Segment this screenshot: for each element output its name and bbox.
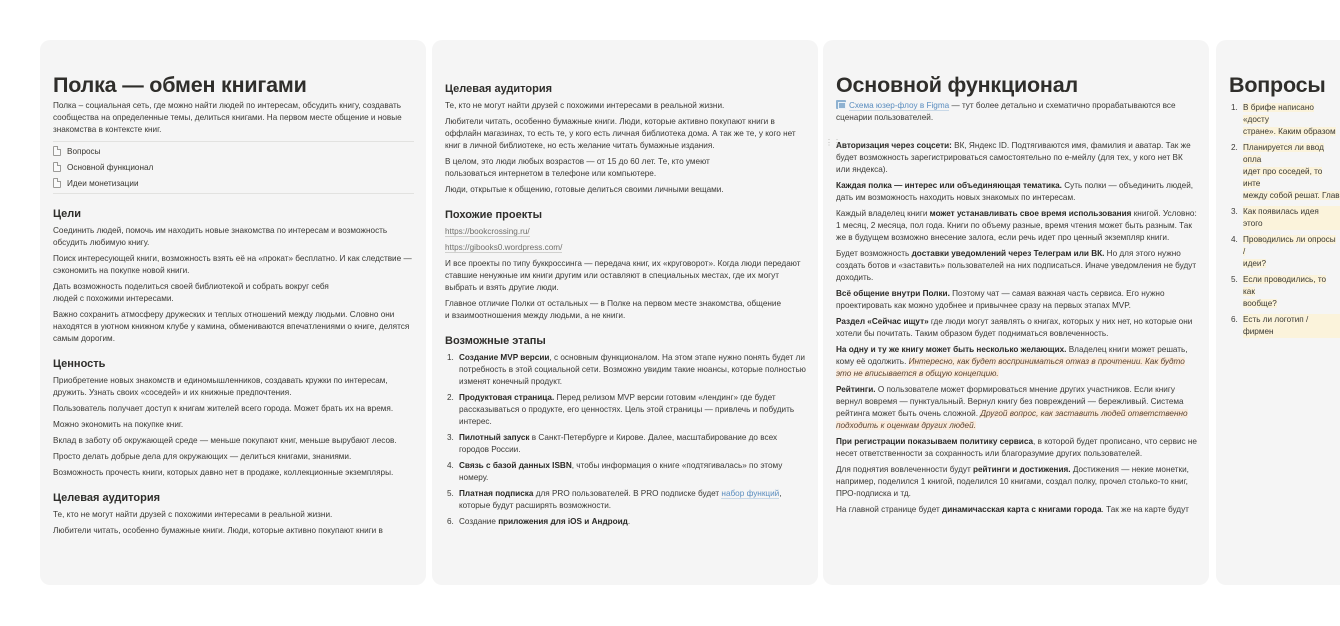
list-number: 6.: [1231, 315, 1238, 324]
list-number: 3.: [447, 433, 454, 442]
item-text: Суть полки — объединить людей, дать им возможность находить новых знакомых по интересам.: [836, 181, 1194, 202]
subpage-label: Вопросы: [67, 146, 101, 156]
feature-item: [836, 248, 1197, 284]
bold-text: Платная подписка: [459, 489, 534, 498]
question-text: Если проводились, то как: [1243, 275, 1327, 296]
questions-list: [1229, 102, 1340, 338]
bold-text: Раздел «Сейчас ищут»: [836, 317, 929, 326]
question-item: [1229, 274, 1340, 310]
panel-polka-overview: [40, 40, 426, 585]
stages-list: [445, 352, 806, 528]
highlighted-note: Интересно, как будет восприниматься отказ в прочтении. Как будто это не вписывается в общую концепцию.: [836, 357, 1185, 378]
panel-questions: [1216, 40, 1340, 585]
bold-text: может устанавливать свое время использования: [929, 209, 1132, 218]
item-text: О пользователе может формироваться мнение других участников. Если книгу вернул вовремя — пунктуальный. Вернул книгу без повреждений — бережливый. Система рейтинга может быть очень сложной.: [836, 385, 1184, 418]
question-item: [1229, 206, 1340, 230]
list-number: 3.: [1231, 207, 1238, 216]
page-title: Полка — обмен книгами: [53, 73, 307, 97]
subpage-label: Основной функционал: [67, 162, 154, 172]
item-text: Владелец книги может решать, кому её одолжить.: [836, 345, 1188, 366]
value-text: Можно экономить на покупке книг.: [53, 420, 184, 429]
question-text: Планируется ли ввод опла: [1243, 143, 1324, 164]
question-item: [1229, 314, 1340, 338]
bold-text: Рейтинги.: [836, 385, 876, 394]
section-heading-value: Ценность: [53, 358, 106, 370]
similar-text: И все проекты по типу буккроссинга — передача книг, их «круговорот». Когда люди передают ставшие ненужные им книги другим или оставляют в специальных местах, где их могут выбрать и взять другие люди.: [445, 259, 801, 292]
feature-item: [836, 436, 1197, 460]
list-number: 2.: [447, 393, 454, 402]
item-text: На главной странице будет: [836, 505, 943, 514]
subpage-link-monetization[interactable]: [53, 175, 414, 191]
question-text: идет про соседей, то инте: [1243, 167, 1323, 188]
section-heading-goals: Цели: [53, 208, 82, 220]
feature-item: [836, 208, 1197, 244]
goal-text: Поиск интересующей книги, возможность взять её на «прокат» бесплатно. И как следствие — сэкономить на покупке новой книги.: [53, 254, 412, 275]
figma-link[interactable]: Схема юзер-флоу в Figma: [849, 101, 950, 110]
bold-text: доставки уведомлений через Телеграм или ВК.: [911, 249, 1105, 258]
feature-item: [836, 180, 1197, 204]
page-title: Вопросы: [1229, 73, 1326, 97]
list-item: [445, 432, 806, 456]
list-number: 1.: [1231, 103, 1238, 112]
feature-item: [836, 344, 1197, 380]
list-number: 6.: [447, 517, 454, 526]
feature-item: [836, 316, 1197, 340]
audience-text: Люди, открытые к общению, готовые делиться своими личными вещами.: [445, 185, 724, 194]
goal-text: Дать возможность поделиться своей библиотекой и собрать вокруг себя людей с похожими интересами.: [53, 282, 329, 303]
item-text: Перед релизом MVP версии готовим «лендинг» где будет рассказываться о продукте, его ценностях. Цель этой страницы — привлечь и побудить интерес.: [459, 393, 795, 426]
bold-text: динамичасская карта с книгами города: [942, 505, 1102, 514]
link-gibooks[interactable]: [445, 242, 806, 254]
item-text: , с основным функционалом. На этом этапе нужно понять будет ли потребность в этой социальной сети. Возможно увидим такие нюансы, которые полностью изменят конечный продукт.: [459, 353, 806, 386]
similar-text: Главное отличие Полки от остальных — в Полке на первом месте знакомства, общение и взаимоотношения между людьми, а не книги.: [445, 299, 782, 320]
section-heading-audience: Целевая аудитория: [445, 83, 553, 95]
value-text: Приобретение новых знакомств и единомышленников, создавать кружки по интересам, дружить. Узнать своих «соседей» и их книжные предпочтения.: [53, 376, 388, 397]
bold-text: Авторизация через соцсети:: [836, 141, 952, 150]
feature-item: [836, 464, 1197, 500]
audience-text: Те, кто не могут найти друзей с похожими интересами в реальной жизни.: [53, 510, 333, 519]
item-text: , в которой будет прописано, что сервис не несет ответственности за сохранность или благоразумие других пользователей.: [836, 437, 1197, 458]
panel-audience-projects: [432, 40, 818, 585]
question-text: Есть ли логотип / фирмен: [1243, 314, 1340, 338]
link-bookcrossing[interactable]: [445, 226, 806, 238]
question-text: стране». Каким образом: [1243, 127, 1336, 136]
item-text: .: [627, 517, 631, 526]
drag-handle-icon[interactable]: ⋮⋮: [825, 138, 841, 147]
audience-text: Те, кто не могут найти друзей с похожими интересами в реальной жизни.: [445, 101, 725, 110]
divider: [53, 193, 414, 194]
question-text: вообще?: [1243, 299, 1277, 308]
bold-text: При регистрации показываем политику сервиса: [836, 437, 1034, 446]
subpage-link-functionality[interactable]: [53, 159, 414, 175]
list-number: 5.: [447, 489, 454, 498]
list-number: 5.: [1231, 275, 1238, 284]
question-text: Проводились ли опросы /: [1243, 235, 1336, 256]
audience-text: В целом, это люди любых возрастов — от 15 до 60 лет. Те, кто умеют пользоваться интернетом в телефоне или компьютере.: [445, 157, 710, 178]
page-icon: [53, 178, 61, 188]
goal-text: Соединить людей, помочь им находить новые знакомства по интересам и возможность обсудить любимую книгу.: [53, 226, 388, 247]
list-item: [445, 460, 806, 484]
list-number: 2.: [1231, 143, 1238, 152]
figma-icon: [836, 100, 846, 109]
subpage-label: Идеи монетизации: [67, 178, 139, 188]
item-text: где люди могут заявлять о книгах, которых у них нет, но которые они хотели бы почитать. Таким образом будет подниматься вовлеченность.: [836, 317, 1193, 338]
audience-text: Любители читать, особенно бумажные книги. Люди, которые активно покупают книги в: [53, 526, 383, 535]
question-item: [1229, 142, 1340, 202]
value-text: Вклад в заботу об окружающей среде — меньше покупают книг, меньше вырубают лесов.: [53, 436, 397, 445]
question-text: между собой решат. Глав: [1243, 191, 1340, 200]
figma-paragraph: [836, 100, 1197, 124]
bold-text: Продуктовая страница.: [459, 393, 555, 402]
page-icon: [53, 146, 61, 156]
item-text: Для поднятия вовлеченности будут: [836, 465, 973, 474]
bold-text: приложения для iOS и Андроид: [498, 517, 628, 526]
item-text: , чтобы информация о книге «подтягивалась» по этому номеру.: [459, 461, 783, 482]
list-number: 4.: [447, 461, 454, 470]
bold-text: Пилотный запуск: [459, 433, 530, 442]
page-title: Основной функционал: [836, 73, 1078, 97]
item-text: Каждый владелец книги: [836, 209, 930, 218]
section-heading-similar: Похожие проекты: [445, 209, 542, 221]
item-text: Создание: [459, 517, 499, 526]
feature-item: [836, 140, 1197, 176]
item-text: , которые будут расширять возможности.: [459, 489, 782, 510]
question-text: Как появилась идея этого: [1243, 206, 1340, 230]
link-text[interactable]: https://gibooks0.wordpress.com/: [445, 243, 563, 252]
link-text[interactable]: https://bookcrossing.ru/: [445, 227, 530, 236]
bold-text: Создание MVP версии: [459, 353, 550, 362]
page-icon: [53, 162, 61, 172]
item-text: ВК, Яндекс ID. Подтягиваются имя, фамилия и аватар. Так же будет возможность зарегистрироваться самостоятельно по е-мейлу (для тех, у кого нет ВК или яндекса).: [836, 141, 1191, 174]
goal-text: Важно сохранить атмосферу дружеских и теплых отношений между людьми. Словно они находятся в уютном книжном клубе у камина, обмениваются впечатлениями о книге, делятся самым дорогим.: [53, 310, 410, 343]
question-text: В брифе написано «досту: [1243, 103, 1314, 124]
audience-text: Любители читать, особенно бумажные книги. Люди, которые активно покупают книги в оффлайн магазинах, то есть те, у кого есть личная библиотека дома. А так же те, у кого нет книг в личной библиотеке, но есть желание читать бумажные издания.: [445, 117, 796, 150]
bold-text: На одну и ту же книгу может быть несколько желающих.: [836, 345, 1067, 354]
list-item: [445, 352, 806, 388]
item-text: Будет возможность: [836, 249, 912, 258]
intro-text: Полка – социальная сеть, где можно найти людей по интересам, обсудить книгу, создавать сообщества на определенные темы, делиться книгами. На первом месте общение и новые знакомства в контексте книг.: [53, 101, 402, 134]
section-heading-stages: Возможные этапы: [445, 335, 546, 347]
feature-item: [836, 384, 1197, 432]
feature-item: [836, 504, 1197, 516]
question-item: [1229, 102, 1340, 138]
list-number: 1.: [447, 353, 454, 362]
section-heading-audience: Целевая аудитория: [53, 492, 161, 504]
value-text: Возможность прочесть книги, которых давно нет в продаже, коллекционные экземпляры.: [53, 468, 394, 477]
item-text: Но для этого нужно создать ботов и «заставить» пользователей на них подписаться. Иначе уведомления не будут доходить.: [836, 249, 1197, 282]
bold-text: Всё общение внутри Полки.: [836, 289, 950, 298]
value-text: Просто делать добрые дела для окружающих — делиться книгами, знаниями.: [53, 452, 352, 461]
list-number: 4.: [1231, 235, 1238, 244]
subpage-link-questions[interactable]: [53, 143, 414, 159]
item-text: — тут более детально и схематично прорабатываются все сценарии пользователей.: [836, 101, 1176, 122]
list-item: [445, 392, 806, 428]
question-text: идеи?: [1243, 259, 1267, 268]
feature-item: [836, 288, 1197, 312]
panel-main-functionality: [823, 40, 1209, 585]
item-text: книгой. Условно: 1 месяц, 2 месяца, пол года. Книги по объему разные, время чтения может быть разным. Так же в будущем возможно внесение залога, если речь идет про ценный экземпляр книги.: [836, 209, 1197, 242]
bold-text: Каждая полка — интерес или объединяющая тематика.: [836, 181, 1062, 190]
bold-text: Связь с базой данных ISBN: [459, 461, 572, 470]
feature-set-link[interactable]: набор функций: [721, 489, 780, 498]
item-text: Поэтому чат — самая важная часть сервиса. Его нужно проектировать как можно удобнее и привычнее сразу на первых этапах MVP.: [836, 289, 1165, 310]
item-text: . Так же на карте будут: [1101, 505, 1189, 514]
bold-text: рейтинги и достижения.: [972, 465, 1071, 474]
list-item: [445, 488, 806, 512]
question-item: [1229, 234, 1340, 270]
value-text: Пользователь получает доступ к книгам жителей всего города. Может брать их на время.: [53, 404, 394, 413]
item-text: для PRO пользователей. В PRO подписке будет: [533, 489, 722, 498]
item-text: в Санкт-Петербурге и Кирове. Далее, масштабирование до всех городов России.: [459, 433, 778, 454]
highlighted-note: Другой вопрос, как заставить людей ответственно подходить к оценкам других людей.: [836, 409, 1188, 430]
list-item: [445, 516, 806, 528]
item-text: Достижения — некие монетки, например, поделился 1 книгой, поделился 10 книгами, создал полку, прочел столько-то книг, ПРО-подписка и тд.: [836, 465, 1189, 498]
